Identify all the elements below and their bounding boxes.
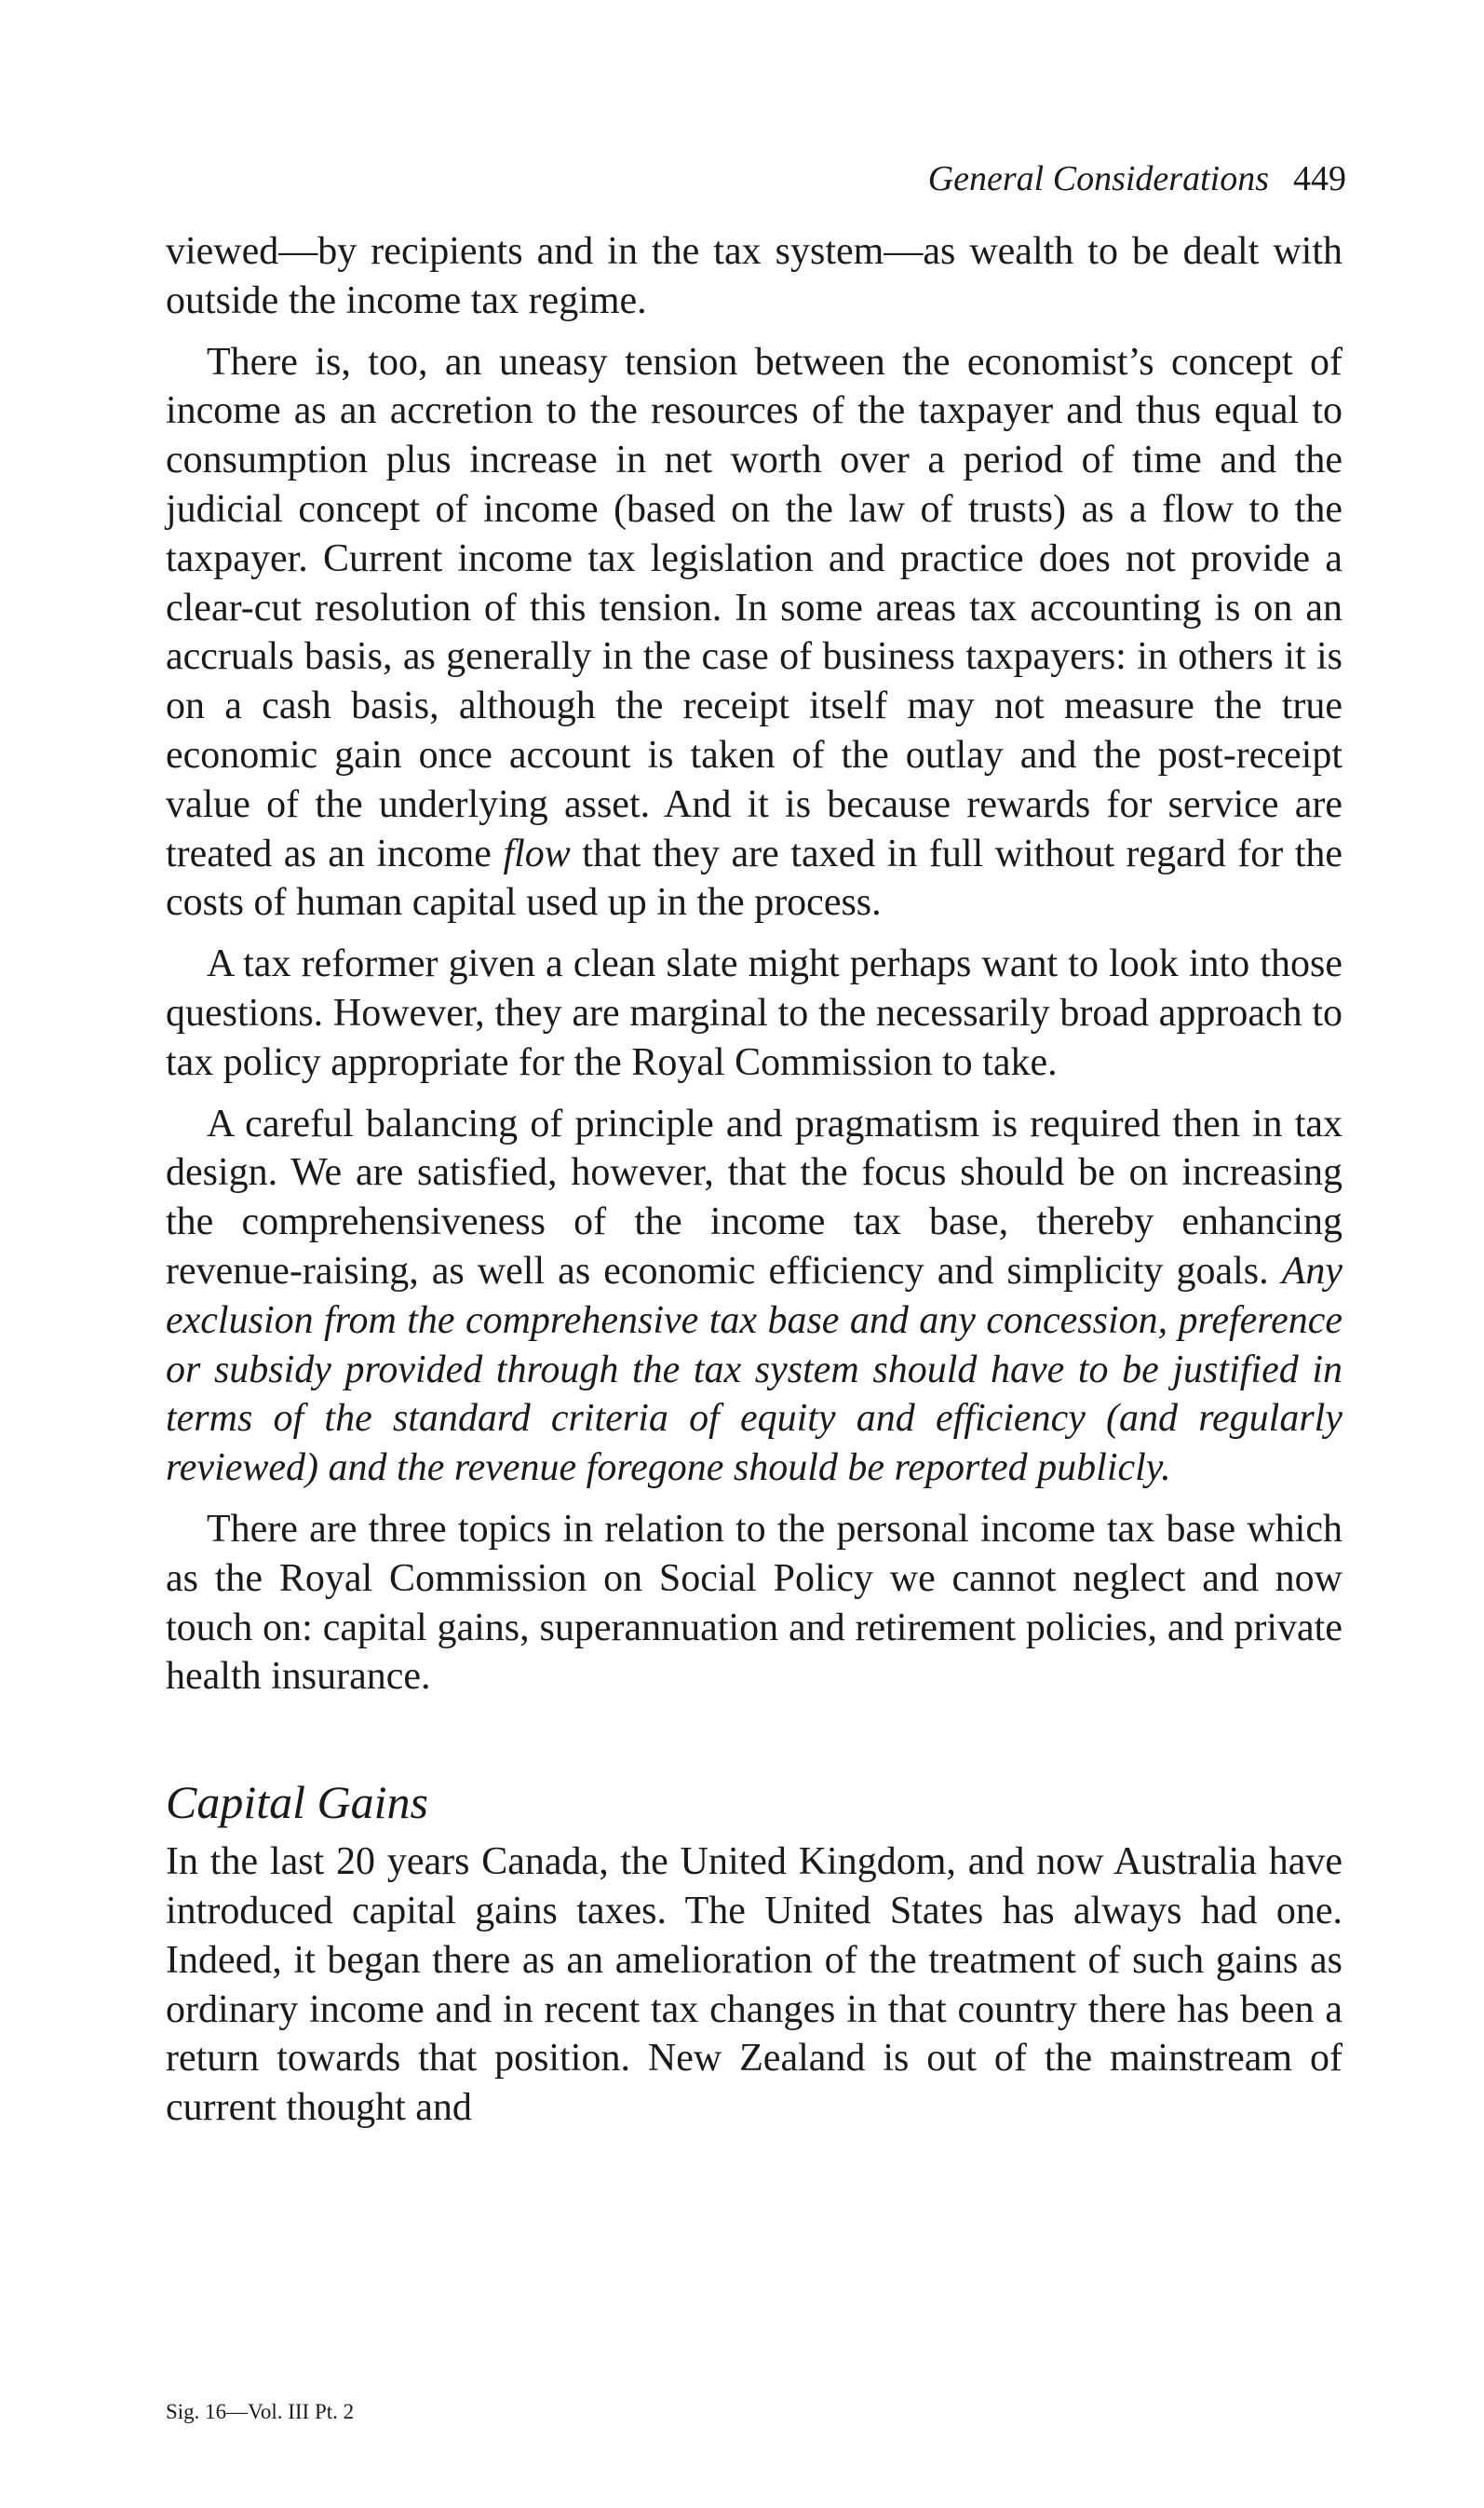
paragraph-tax-reformer (166, 940, 1342, 1087)
paragraph-text: A careful balancing of principle and pragmatism is required then in tax design. We are satisfied, however, that the focus should be on increasing the comprehensiveness of the income tax base, thereby enhancing revenue-raising, as well as economic efficiency and simplicity goals. (166, 1102, 1342, 1293)
page-number: 449 (1293, 159, 1346, 198)
paragraph-text: viewed—by recipients and in the tax system—as wealth to be dealt with outside the income tax regime. (166, 230, 1342, 322)
paragraph-principle-pragmatism (166, 1100, 1342, 1493)
paragraph-three-topics (166, 1505, 1342, 1701)
emphasis-text: flow (503, 832, 571, 875)
paragraph-capital-gains (166, 1837, 1342, 2133)
paragraph-text: In the last 20 years Canada, the United Kingdom, and now Australia have introduced capital gains taxes. The United States has always had one. Indeed, it began there as an amelioration of the treatment of such gains as ordinary income and in recent tax changes in that country there has been a return towards that position. New Zealand is out of the mainstream of current thought and (166, 1840, 1342, 2130)
paragraph-text: A tax reformer given a clean slate might perhaps want to look into those questions. However, they are marginal to the necessarily broad approach to tax policy appropriate for the Royal Commission to take. (166, 942, 1342, 1084)
section-heading: Capital Gains (166, 1776, 428, 1829)
signature-mark: Sig. 16—Vol. III Pt. 2 (166, 2400, 355, 2423)
body-text (166, 227, 1342, 2145)
paragraph-text: There is, too, an uneasy tension between the economist’s concept of income as an accretion to the resources of the taxpayer and thus equal to consumption plus increase in net worth over a period of time and the judicial concept of income (based on the law of trusts) as a flow to the taxpayer. Current income tax legislation and practice does not provide a clear-cut resolution of this tension. In some areas tax accounting is on an accruals basis, as generally in the case of business taxpayers: in others it is on a cash basis, although the receipt itself may not measure the true economic gain once account is taken of the outlay and the post-receipt value of the underlying asset. And it is because rewards for service are treated as an income (166, 340, 1342, 875)
paragraph-text: that they are taxed in full without regard for the costs of human capital used up in the process. (166, 832, 1343, 925)
emphasis-text: Any exclusion from the comprehensive tax base and any concession, preference or subsidy provided through the tax system should have to be justified in terms of the standard criteria of equity and efficiency (and regularly reviewed) and the revenue foregone should be reported publicly. (166, 1249, 1342, 1490)
paragraph-income-concept (166, 338, 1342, 929)
running-head (166, 156, 1346, 201)
running-head-title: General Considerations (927, 159, 1269, 198)
paragraph-continued (166, 227, 1342, 326)
paragraph-text: There are three topics in relation to the personal income tax base which as the Royal Commission on Social Policy we cannot neglect and now touch on: capital gains, superannuation and retirement policies, and private health insurance. (166, 1507, 1342, 1699)
